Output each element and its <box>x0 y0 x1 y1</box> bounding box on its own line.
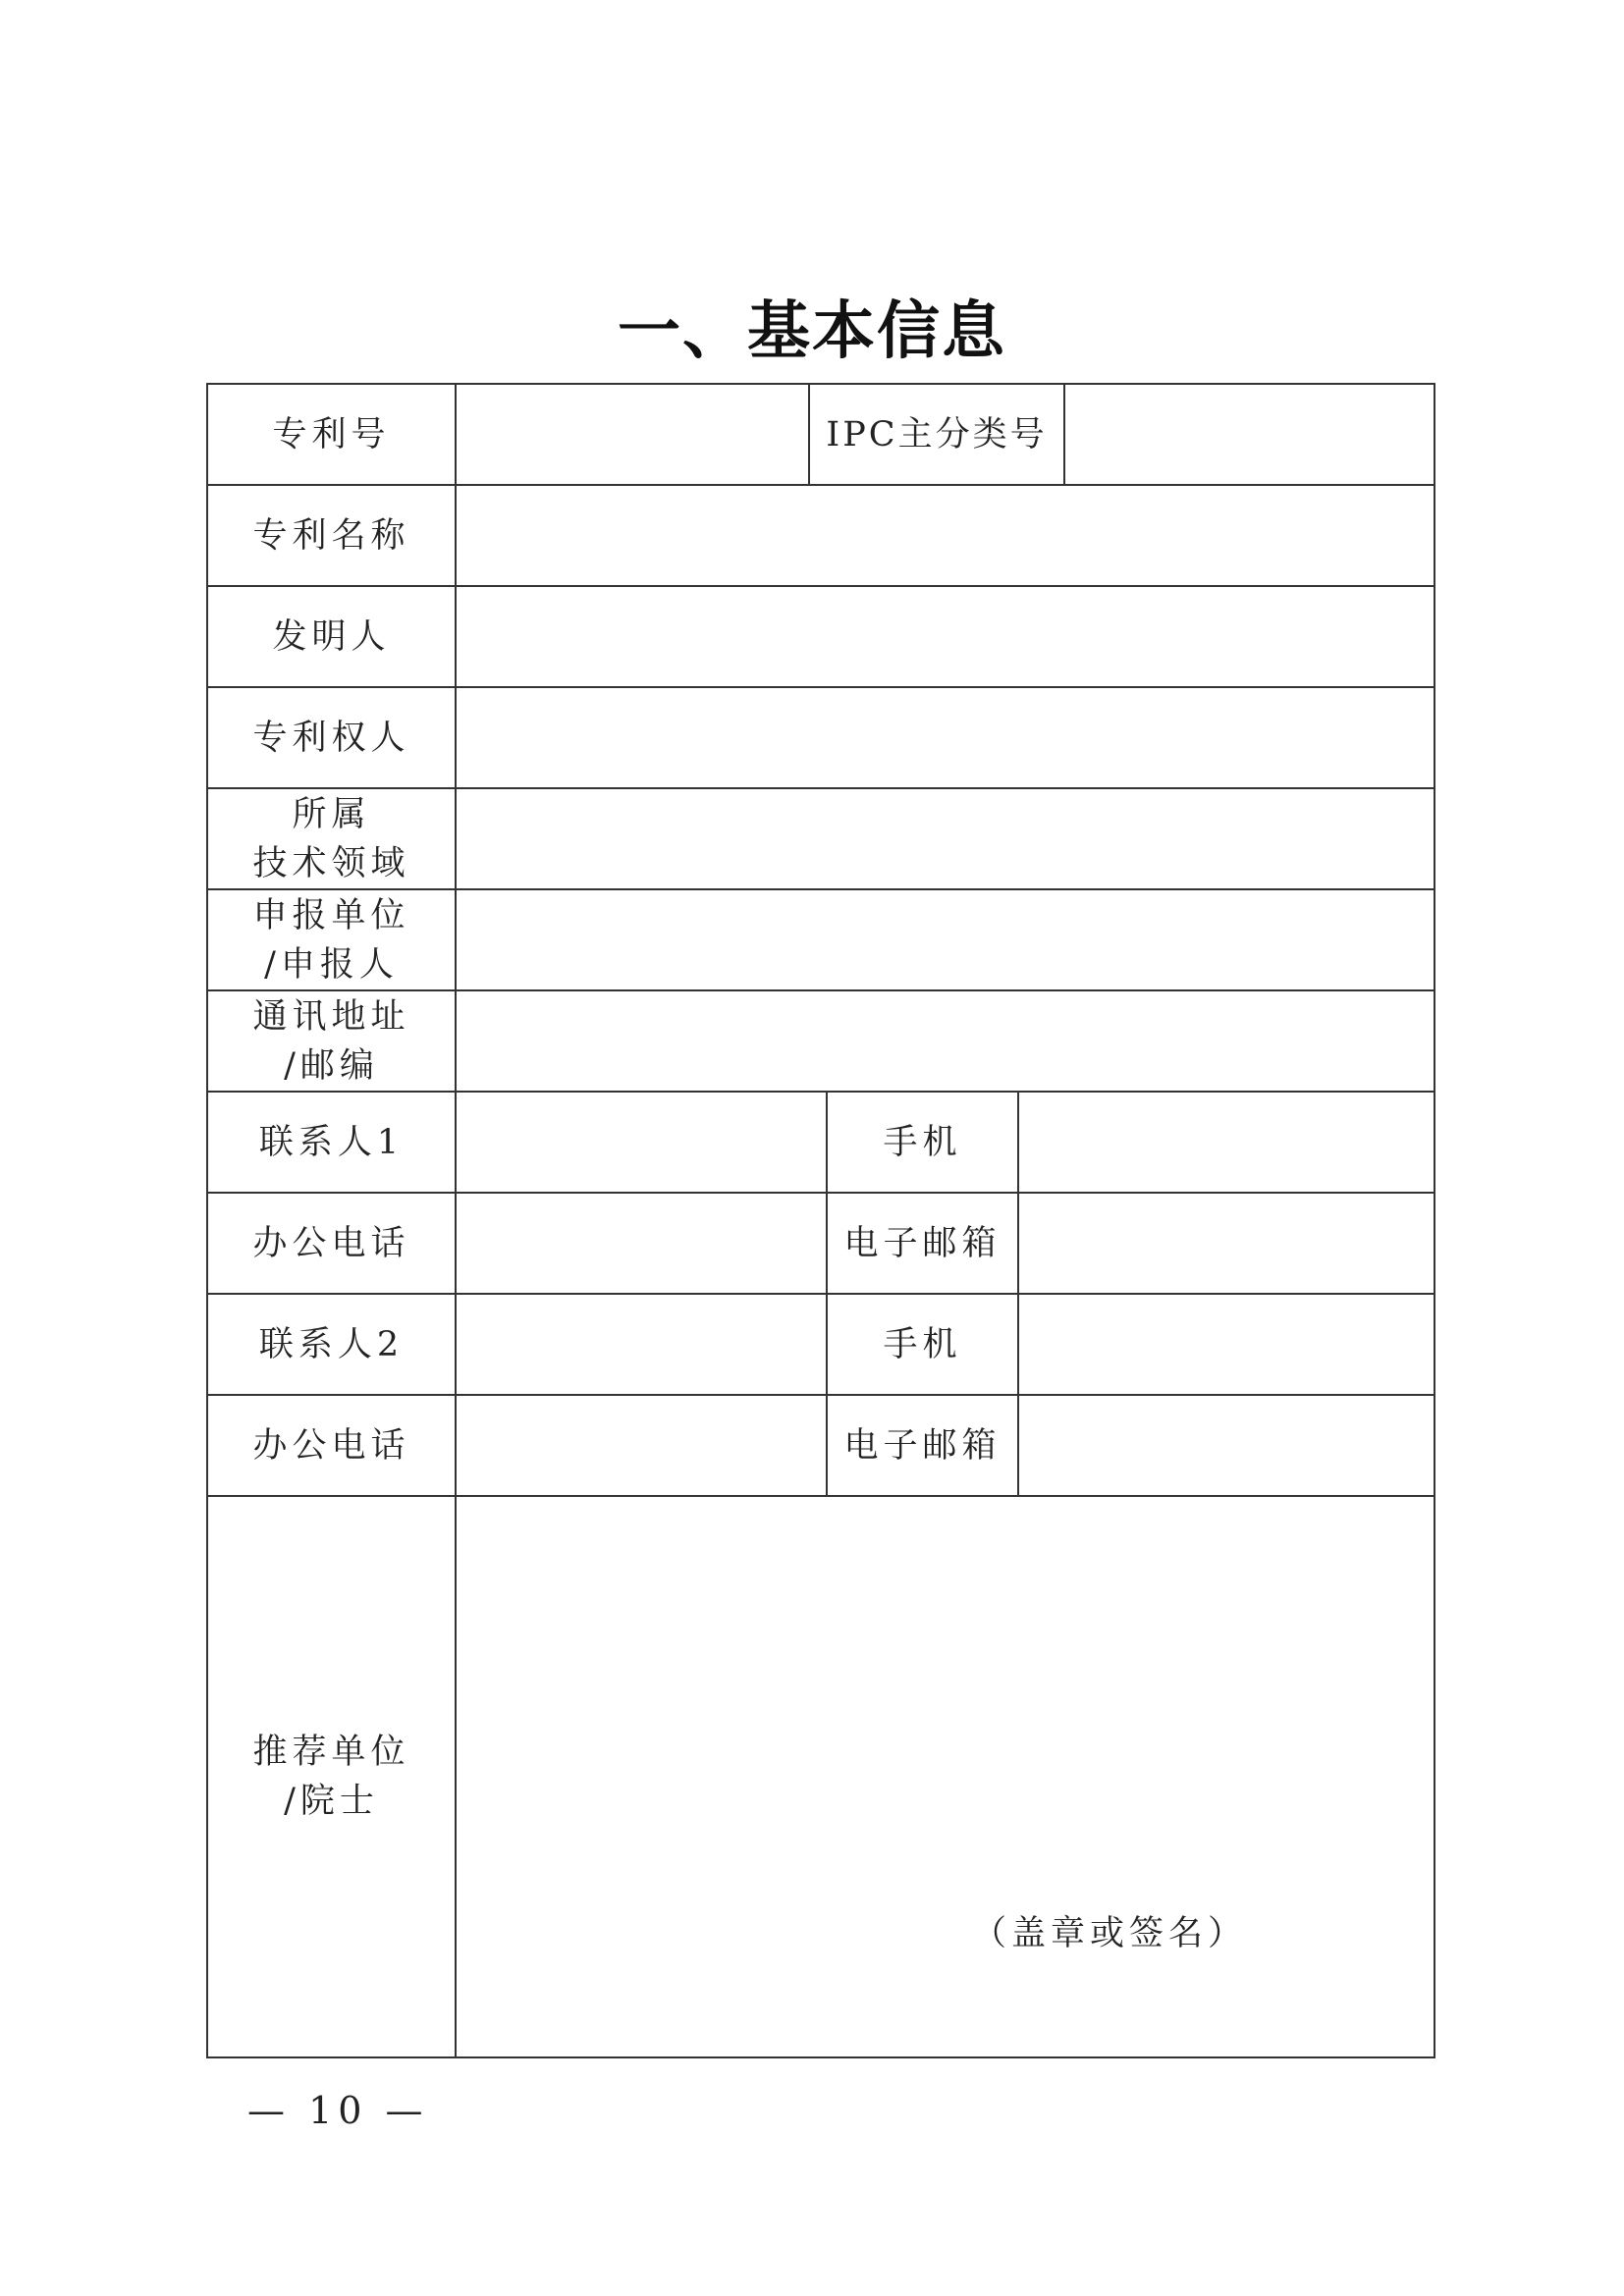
table-rule <box>1434 383 1435 2058</box>
label-tech-field: 所属 技术领域 <box>252 794 410 883</box>
label-applicant: 申报单位 /申报人 <box>252 895 410 985</box>
label-contact-1: 联系人1 <box>258 1122 405 1162</box>
label-office-phone-2: 办公电话 <box>252 1425 410 1466</box>
table-rule <box>206 2056 1435 2058</box>
label-patent-number: 专利号 <box>272 414 391 454</box>
page-number: — 10 — <box>247 2089 429 2132</box>
table-rule <box>455 383 457 2058</box>
seal-or-signature-note: （盖章或签名） <box>972 1914 1248 1953</box>
label-office-phone-1: 办公电话 <box>252 1223 410 1263</box>
label-address: 通讯地址 /邮编 <box>252 996 410 1086</box>
label-email-1: 电子邮箱 <box>843 1223 1001 1263</box>
label-contact-2: 联系人2 <box>258 1324 405 1364</box>
label-recommender: 推荐单位 /院士 <box>252 1733 410 1821</box>
label-patent-name: 专利名称 <box>252 515 410 556</box>
page-title: 一、基本信息 <box>618 294 1006 368</box>
label-ipc-class: IPC主分类号 <box>826 414 1048 454</box>
label-email-2: 电子邮箱 <box>843 1425 1001 1466</box>
label-mobile-1: 手机 <box>883 1122 962 1162</box>
label-inventor: 发明人 <box>272 616 391 657</box>
table-rule <box>1063 383 1065 486</box>
label-patentee: 专利权人 <box>252 718 410 758</box>
label-mobile-2: 手机 <box>883 1324 962 1364</box>
table-rule <box>1017 1091 1019 1497</box>
